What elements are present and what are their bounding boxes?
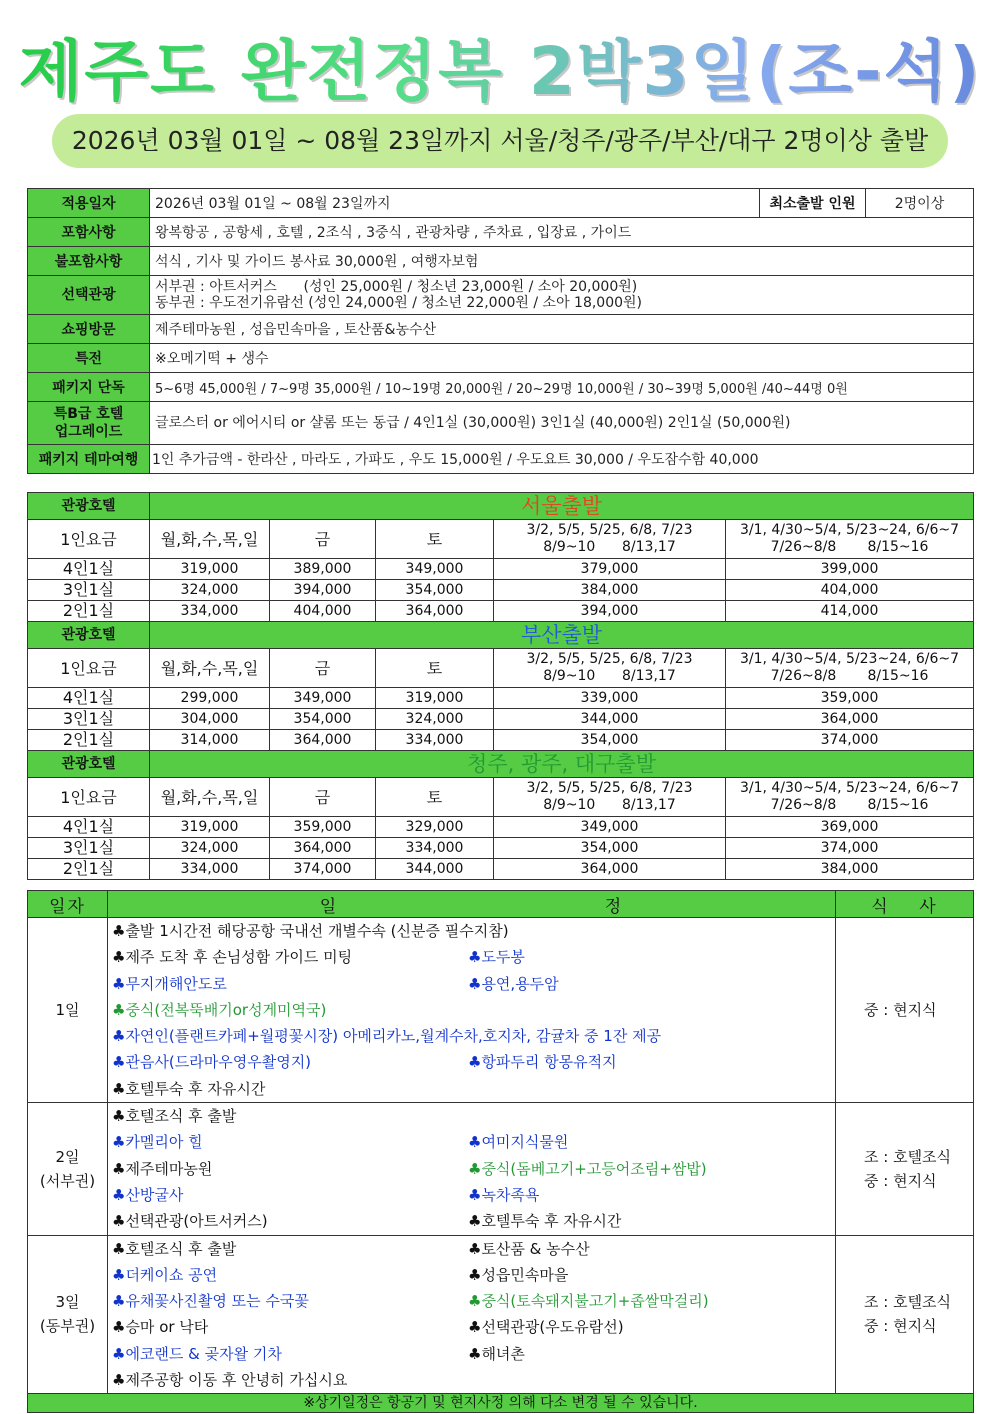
exclude-value: 석식 , 기사 및 가이드 봉사료 30,000원 , 여행자보험 — [150, 247, 974, 276]
price-cell: 359,000 — [270, 817, 376, 838]
itinerary-item: ♣자연인(플랜트카페+월평꽃시장) 아메리카노,월계수차,호지차, 감귤차 중 1잔 제공 — [112, 1027, 662, 1046]
peak-period-2 — [726, 649, 974, 688]
info-row-shop — [28, 315, 974, 344]
itinerary-item: ♣해녀촌 — [468, 1344, 525, 1363]
price-cell: 349,000 — [376, 559, 494, 580]
min-label: 최소출발 인원 — [760, 189, 866, 218]
schedule-header-plan: 일 정 — [108, 891, 836, 918]
price-cell: 314,000 — [150, 730, 270, 751]
price-row — [28, 859, 974, 880]
peak-period-2-line-1: 3/1, 4/30~5/4, 5/23~24, 6/6~7 — [739, 651, 960, 667]
period-value: 2026년 03월 01일 ~ 08월 23일까지 — [150, 189, 760, 218]
price-cell: 299,000 — [150, 688, 270, 709]
room-type: 2인1실 — [28, 730, 150, 751]
price-cell: 399,000 — [726, 559, 974, 580]
upgrade-label-1: 특B급 호텔 — [53, 406, 124, 422]
itinerary-cell — [108, 918, 836, 1103]
meal-line-2: 중 : 현지식 — [864, 1171, 937, 1190]
schedule-header-meal: 식 사 — [836, 891, 974, 918]
departure-banner: 부산출발 — [150, 622, 974, 649]
itinerary-line — [112, 1367, 831, 1393]
info-row-single — [28, 373, 974, 402]
price-row — [28, 730, 974, 751]
col-header: 토 — [376, 520, 494, 559]
peak-period-1-line-1: 3/2, 5/5, 5/25, 6/8, 7/23 — [526, 780, 693, 796]
info-row-option — [28, 276, 974, 315]
peak-period-1-line-1: 3/2, 5/5, 5/25, 6/8, 7/23 — [526, 651, 693, 667]
itinerary-cell — [108, 1235, 836, 1394]
itinerary-line — [112, 918, 831, 944]
info-row-theme — [28, 445, 974, 474]
schedule-day-row — [28, 1103, 974, 1235]
price-cell: 319,000 — [376, 688, 494, 709]
meal-line-1: 조 : 호텔조식 — [864, 1147, 952, 1166]
col-header: 월,화,수,목,일 — [150, 778, 270, 817]
schedule-footer-row — [28, 1394, 974, 1413]
price-row — [28, 580, 974, 601]
itinerary-line — [112, 1103, 831, 1129]
price-table — [27, 492, 974, 880]
meal-line-1: 조 : 호텔조식 — [864, 1293, 952, 1312]
price-cell: 354,000 — [494, 838, 726, 859]
price-banner-row — [28, 622, 974, 649]
itinerary-item: ♣여미지식물원 — [468, 1133, 569, 1152]
itinerary-line — [112, 997, 831, 1023]
schedule-day-row — [28, 918, 974, 1103]
price-cell: 379,000 — [494, 559, 726, 580]
single-value: 5~6명 45,000원 / 7~9명 35,000원 / 10~19명 20,000원 / 20~29명 10,000원 / 30~39명 5,000원 /40~44명 0원 — [150, 373, 974, 402]
price-row — [28, 688, 974, 709]
meal-cell — [836, 1103, 974, 1235]
option-value — [150, 276, 974, 315]
price-cell: 364,000 — [494, 859, 726, 880]
itinerary-item: ♣항파두리 항몽유적지 — [468, 1053, 617, 1072]
price-cell: 374,000 — [270, 859, 376, 880]
schedule-header-row — [28, 891, 974, 918]
price-banner-row — [28, 751, 974, 778]
page-title: 제주도 완전정복 2박3일(조-석) — [0, 18, 1000, 113]
room-type: 2인1실 — [28, 859, 150, 880]
itinerary-line — [112, 1314, 831, 1340]
room-type: 3인1실 — [28, 838, 150, 859]
price-row — [28, 601, 974, 622]
shop-label: 쇼핑방문 — [28, 315, 150, 344]
day-label: 1일 — [55, 1001, 80, 1020]
itinerary-line — [112, 1023, 831, 1049]
itinerary-item: ♣산방굴사 — [112, 1185, 184, 1204]
itinerary-item: ♣중식(토속돼지불고기+좁쌀막걸리) — [468, 1292, 709, 1311]
subtitle-banner: 2026년 03월 01일 ~ 08월 23일까지 서울/청주/광주/부산/대구 2명이상 출발 — [52, 114, 948, 168]
itinerary-item: ♣성읍민속마을 — [468, 1265, 569, 1284]
min-value: 2명이상 — [866, 189, 974, 218]
theme-label: 패키지 테마여행 — [28, 445, 150, 474]
departure-banner: 청주, 광주, 대구출발 — [150, 751, 974, 778]
day-cell — [28, 1235, 108, 1394]
price-cell: 384,000 — [494, 580, 726, 601]
option-line-1: 서부권 : 아트서커스 (성인 25,000원 / 청소년 23,000원 / 소아 20,000원) — [155, 279, 638, 295]
price-cell: 334,000 — [376, 838, 494, 859]
col-header: 금 — [270, 778, 376, 817]
itinerary-item: ♣선택관광(우도유람선) — [468, 1318, 624, 1337]
peak-period-1-line-1: 3/2, 5/5, 5/25, 6/8, 7/23 — [526, 522, 693, 538]
schedule-day-row — [28, 1235, 974, 1394]
peak-period-2-line-2: 7/26~8/8 8/15~16 — [770, 539, 929, 555]
price-cell: 364,000 — [376, 601, 494, 622]
itinerary-item: ♣중식(전복뚝배기or성게미역국) — [112, 1000, 327, 1019]
itinerary-line — [112, 1156, 831, 1182]
room-type: 3인1실 — [28, 709, 150, 730]
price-cell: 374,000 — [726, 838, 974, 859]
price-cell: 354,000 — [494, 730, 726, 751]
price-row — [28, 838, 974, 859]
itinerary-line — [112, 1288, 831, 1314]
itinerary-line — [112, 944, 831, 970]
price-cell: 354,000 — [376, 580, 494, 601]
itinerary-item: ♣더케이쇼 공연 — [112, 1265, 218, 1284]
price-cell: 374,000 — [726, 730, 974, 751]
price-cell: 349,000 — [494, 817, 726, 838]
price-cell: 404,000 — [726, 580, 974, 601]
itinerary-line — [112, 971, 831, 997]
itinerary-line — [112, 1182, 831, 1208]
hotel-label: 관광호텔 — [28, 751, 150, 778]
price-cell: 364,000 — [270, 838, 376, 859]
itinerary-item: ♣도두봉 — [468, 948, 525, 967]
peak-period-1 — [494, 649, 726, 688]
itinerary-line — [112, 1129, 831, 1155]
day-region: (서부권) — [39, 1171, 96, 1190]
price-cell: 334,000 — [376, 730, 494, 751]
day-label: 2일 — [55, 1147, 80, 1166]
price-cell: 359,000 — [726, 688, 974, 709]
upgrade-value: 글로스터 or 에어시티 or 샬롬 또는 동급 / 4인1실 (30,000원) 3인1실 (40,000원) 2인1실 (50,000원) — [150, 402, 974, 445]
schedule-header-day: 일자 — [28, 891, 108, 918]
price-cell: 319,000 — [150, 817, 270, 838]
itinerary-item: ♣호텔투숙 후 자유시간 — [468, 1212, 622, 1231]
info-row-include — [28, 218, 974, 247]
hotel-label: 관광호텔 — [28, 622, 150, 649]
period-label: 적용일자 — [28, 189, 150, 218]
itinerary-item: ♣유채꽃사진촬영 또는 수국꽃 — [112, 1292, 309, 1311]
col-header: 1인요금 — [28, 649, 150, 688]
itinerary-line — [112, 1262, 831, 1288]
hotel-label: 관광호텔 — [28, 493, 150, 520]
price-header-row — [28, 778, 974, 817]
price-cell: 389,000 — [270, 559, 376, 580]
price-header-row — [28, 520, 974, 559]
peak-period-2-line-1: 3/1, 4/30~5/4, 5/23~24, 6/6~7 — [739, 522, 960, 538]
itinerary-line — [112, 1236, 831, 1262]
info-table — [27, 188, 974, 474]
price-cell: 334,000 — [150, 859, 270, 880]
col-header: 1인요금 — [28, 520, 150, 559]
price-cell: 339,000 — [494, 688, 726, 709]
peak-period-2 — [726, 520, 974, 559]
col-header: 금 — [270, 649, 376, 688]
col-header: 월,화,수,목,일 — [150, 649, 270, 688]
meal-line-2: 중 : 현지식 — [864, 1317, 937, 1336]
meal-cell — [836, 1235, 974, 1394]
peak-period-2-line-1: 3/1, 4/30~5/4, 5/23~24, 6/6~7 — [739, 780, 960, 796]
bonus-value: ※오메기떡 + 생수 — [150, 344, 974, 373]
room-type: 4인1실 — [28, 688, 150, 709]
info-row-exclude — [28, 247, 974, 276]
price-banner-row — [28, 493, 974, 520]
price-cell: 324,000 — [376, 709, 494, 730]
upgrade-label-2: 업그레이드 — [54, 424, 123, 440]
day-region: (동부권) — [39, 1317, 96, 1336]
col-header: 토 — [376, 778, 494, 817]
itinerary-line — [112, 1076, 831, 1102]
room-type: 4인1실 — [28, 817, 150, 838]
include-value: 왕복항공 , 공항세 , 호텔 , 2조식 , 3중식 , 관광차량 , 주차료 , 입장료 , 가이드 — [150, 218, 974, 247]
price-cell: 369,000 — [726, 817, 974, 838]
departure-banner: 서울출발 — [150, 493, 974, 520]
itinerary-item: ♣출발 1시간전 해당공항 국내선 개별수속 (신분증 필수지참) — [112, 922, 509, 940]
itinerary-line — [112, 1341, 831, 1367]
room-type: 3인1실 — [28, 580, 150, 601]
price-cell: 394,000 — [494, 601, 726, 622]
price-row — [28, 559, 974, 580]
day-cell — [28, 1103, 108, 1235]
price-cell: 344,000 — [494, 709, 726, 730]
itinerary-item: ♣에코랜드 & 곶자왈 기차 — [112, 1344, 282, 1363]
exclude-label: 불포함사항 — [28, 247, 150, 276]
itinerary-item: ♣호텔조식 후 출발 — [112, 1239, 237, 1258]
itinerary-item: ♣제주공항 이동 후 안녕히 가십시요 — [112, 1371, 348, 1390]
price-cell: 344,000 — [376, 859, 494, 880]
itinerary-item: ♣선택관광(아트서커스) — [112, 1212, 268, 1231]
peak-period-2-line-2: 7/26~8/8 8/15~16 — [770, 797, 929, 813]
itinerary-item: ♣승마 or 낙타 — [112, 1318, 209, 1337]
peak-period-2-line-2: 7/26~8/8 8/15~16 — [770, 668, 929, 684]
col-header: 월,화,수,목,일 — [150, 520, 270, 559]
bonus-label: 특전 — [28, 344, 150, 373]
price-cell: 324,000 — [150, 838, 270, 859]
schedule-table — [27, 890, 974, 1413]
info-row-period — [28, 189, 974, 218]
price-cell: 304,000 — [150, 709, 270, 730]
meal-cell — [836, 918, 974, 1103]
itinerary-item: ♣제주테마농원 — [112, 1159, 213, 1178]
price-header-row — [28, 649, 974, 688]
col-header: 금 — [270, 520, 376, 559]
itinerary-item: ♣호텔조식 후 출발 — [112, 1107, 237, 1126]
peak-period-1-line-2: 8/9~10 8/13,17 — [543, 539, 676, 555]
day-label: 3일 — [55, 1293, 80, 1312]
itinerary-item: ♣관음사(드라마우영우촬영지) — [112, 1053, 312, 1072]
info-row-upgrade — [28, 402, 974, 445]
price-cell: 354,000 — [270, 709, 376, 730]
peak-period-2 — [726, 778, 974, 817]
day-cell — [28, 918, 108, 1103]
single-label: 패키지 단독 — [28, 373, 150, 402]
peak-period-1-line-2: 8/9~10 8/13,17 — [543, 797, 676, 813]
price-cell: 349,000 — [270, 688, 376, 709]
theme-value: 1인 추가금액 - 한라산 , 마라도 , 가파도 , 우도 15,000원 / 우도요트 30,000 / 우도잠수함 40,000 — [150, 445, 974, 474]
itinerary-line — [112, 1208, 831, 1234]
price-cell: 394,000 — [270, 580, 376, 601]
col-header: 토 — [376, 649, 494, 688]
option-label: 선택관광 — [28, 276, 150, 315]
itinerary-line — [112, 1049, 831, 1075]
itinerary-item: ♣무지개해안도로 — [112, 974, 227, 993]
price-cell: 364,000 — [726, 709, 974, 730]
schedule-footer-note: ※상기일정은 항공기 및 현지사정 의해 다소 변경 될 수 있습니다. — [28, 1394, 974, 1413]
room-type: 2인1실 — [28, 601, 150, 622]
peak-period-1 — [494, 778, 726, 817]
itinerary-item: ♣토산품 & 농수산 — [468, 1239, 590, 1258]
price-cell: 364,000 — [270, 730, 376, 751]
option-line-2: 동부권 : 우도전기유람선 (성인 24,000원 / 청소년 22,000원 / 소아 18,000원) — [155, 295, 643, 311]
price-row — [28, 709, 974, 730]
price-cell: 334,000 — [150, 601, 270, 622]
room-type: 4인1실 — [28, 559, 150, 580]
shop-value: 제주테마농원 , 성읍민속마을 , 토산품&농수산 — [150, 315, 974, 344]
price-cell: 414,000 — [726, 601, 974, 622]
price-row — [28, 817, 974, 838]
itinerary-cell — [108, 1103, 836, 1235]
info-row-bonus — [28, 344, 974, 373]
itinerary-item: ♣중식(돔베고기+고등어조림+쌈밥) — [468, 1159, 707, 1178]
price-cell: 404,000 — [270, 601, 376, 622]
price-cell: 384,000 — [726, 859, 974, 880]
include-label: 포함사항 — [28, 218, 150, 247]
itinerary-item: ♣용연,용두암 — [468, 974, 559, 993]
upgrade-label — [28, 402, 150, 445]
peak-period-1-line-2: 8/9~10 8/13,17 — [543, 668, 676, 684]
itinerary-item: ♣녹차족욕 — [468, 1185, 540, 1204]
price-cell: 319,000 — [150, 559, 270, 580]
itinerary-item: ♣제주 도착 후 손님성함 가이드 미팅 — [112, 948, 353, 967]
itinerary-item: ♣카멜리아 힐 — [112, 1133, 203, 1152]
price-cell: 324,000 — [150, 580, 270, 601]
itinerary-item: ♣호텔투숙 후 자유시간 — [112, 1079, 266, 1098]
peak-period-1 — [494, 520, 726, 559]
price-cell: 329,000 — [376, 817, 494, 838]
col-header: 1인요금 — [28, 778, 150, 817]
meal-line-1: 중 : 현지식 — [864, 1001, 937, 1020]
